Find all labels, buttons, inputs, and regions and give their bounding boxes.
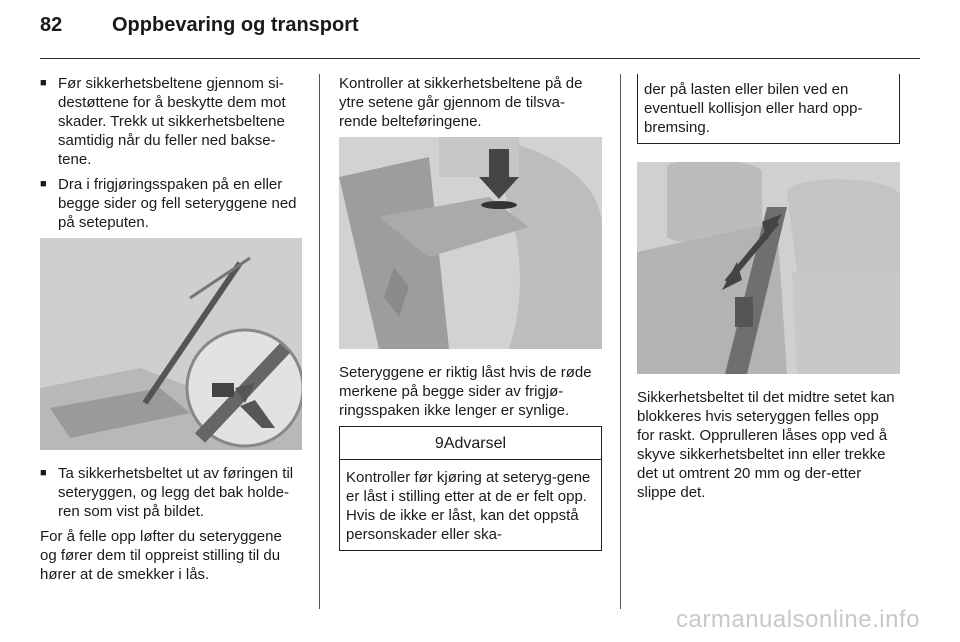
paragraph: For å felle opp løfter du seteryggene og fører dem til oppreist stilling til du hører at de smekker i lås. — [40, 528, 282, 583]
watermark: carmanualsonline.info — [676, 606, 920, 633]
column-1 — [40, 74, 302, 590]
column-separator — [319, 74, 320, 609]
column-separator — [620, 74, 621, 609]
paragraph: Seteryggene er riktig låst hvis de røde merkene på begge sider av frigjø-ringsspaken ikke lenger er synlige. — [339, 364, 592, 419]
column-2 — [339, 74, 602, 551]
header-rule — [40, 58, 920, 59]
figure-seat-release — [40, 238, 302, 450]
warning-title: Advarsel — [443, 435, 507, 452]
bullet-item: ■ Dra i frigjøringsspaken på en eller begge sider og fell seteryggene ned på seteputen. — [40, 175, 302, 232]
warning-header — [340, 427, 601, 460]
warning-icon: 9 — [434, 435, 444, 452]
page-title: Oppbevaring og transport — [112, 14, 359, 36]
bullet-item: ■ Ta sikkerhetsbeltet ut av føringen til seteryggen, og legg det bak holde-ren som vist på bildet. — [40, 464, 302, 521]
page-header — [40, 14, 359, 37]
paragraph: Sikkerhetsbeltet til det midtre setet kan blokkeres hvis seteryggen felles opp for raskt. Opprulleren låses opp ved å skyve sikkerhetsbeltet inn eller trekke det ut omtrent 20 mm og der-etter slippe det. — [637, 389, 895, 501]
warning-continuation: der på lasten eller bilen ved en eventuell kollisjon eller hard opp-bremsing. — [637, 74, 900, 144]
belt-guide-illustration — [339, 137, 602, 349]
figure-middle-belt — [637, 162, 900, 374]
seat-release-illustration — [40, 238, 302, 450]
figure-belt-guide — [339, 137, 602, 349]
column-3 — [637, 74, 900, 508]
warning-box — [339, 426, 602, 551]
warning-text: Kontroller før kjøring at seteryg-gene er låst i stilling etter at de er felt opp. Hvis de ikke er låst, kan det oppstå personskader eller ska- — [346, 469, 591, 543]
middle-belt-illustration — [637, 162, 900, 374]
paragraph: Kontroller at sikkerhetsbeltene på de ytre setene går gjennom de tilsva-rende belteføringene. — [339, 75, 583, 130]
page-number: 82 — [40, 14, 63, 36]
bullet-item: ■ Før sikkerhetsbeltene gjennom si-destøttene for å beskytte dem mot skader. Trekk ut sikkerhetsbeltene samtidig når du feller ned bakse-tene. — [40, 74, 302, 169]
